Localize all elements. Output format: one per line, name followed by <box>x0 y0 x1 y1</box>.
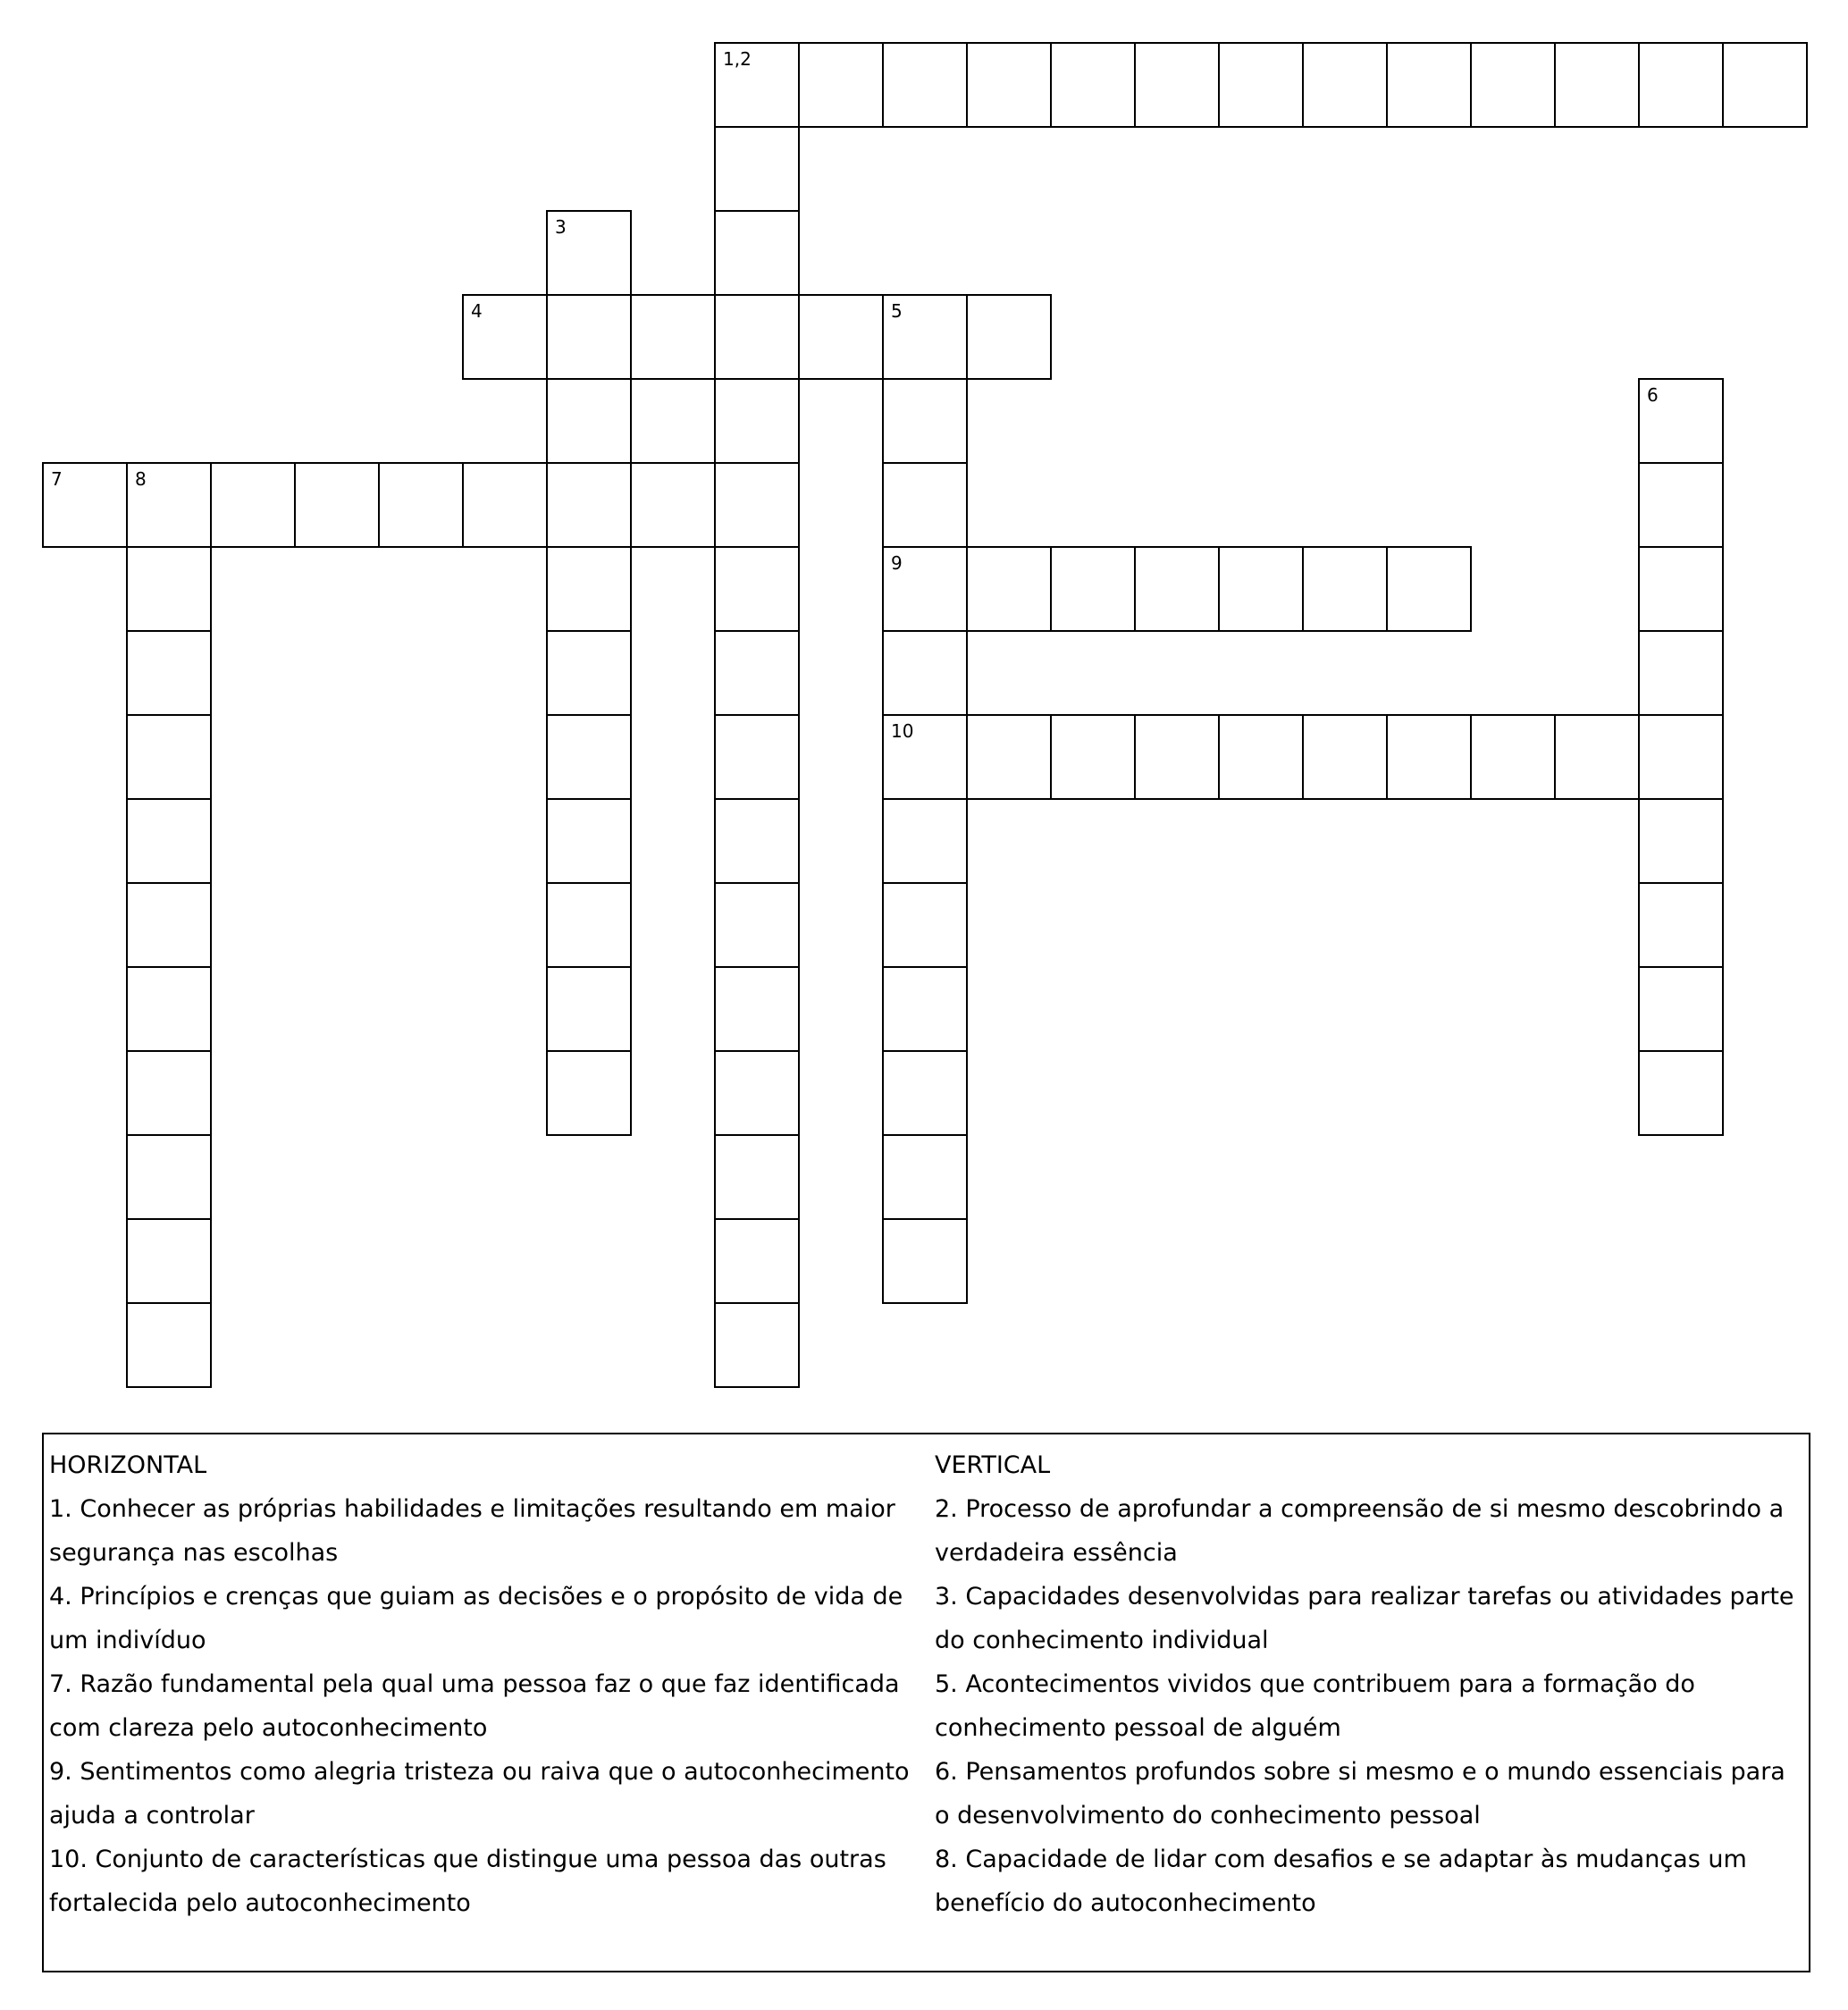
grid-cell-r7-c19[interactable] <box>1638 630 1724 716</box>
grid-cell-r3-c7[interactable] <box>630 294 716 380</box>
grid-cell-r0-c11[interactable] <box>966 42 1052 128</box>
grid-cell-r15-c1[interactable] <box>126 1302 212 1388</box>
grid-cell-r6-c10[interactable] <box>882 546 968 632</box>
grid-cell-r6-c12[interactable] <box>1050 546 1136 632</box>
grid-cell-r10-c1[interactable] <box>126 882 212 968</box>
down-clue-5: 5. Acontecimentos vividos que contribuem para a formação do conhecimento pessoal de alguém <box>935 1670 1695 1742</box>
across-clue-4: 4. Princípios e crenças que guiam as decisões e o propósito de vida de um indivíduo <box>49 1583 903 1654</box>
grid-cell-r6-c6[interactable] <box>546 546 632 632</box>
grid-cell-r4-c10[interactable] <box>882 378 968 464</box>
grid-cell-r4-c6[interactable] <box>546 378 632 464</box>
grid-cell-r0-c20[interactable] <box>1722 42 1808 128</box>
grid-cell-r8-c1[interactable] <box>126 714 212 800</box>
grid-cell-r6-c15[interactable] <box>1302 546 1388 632</box>
grid-cell-r5-c6[interactable] <box>546 462 632 548</box>
down-clue-6: 6. Pensamentos profundos sobre si mesmo e o mundo essenciais para o desenvolvimento do conhecimento pessoal <box>935 1758 1785 1829</box>
grid-cell-r14-c8[interactable] <box>714 1218 800 1304</box>
clue-number: 10 <box>891 720 914 742</box>
grid-cell-r13-c1[interactable] <box>126 1134 212 1220</box>
grid-cell-r0-c9[interactable] <box>798 42 884 128</box>
across-clue-7: 7. Razão fundamental pela qual uma pessoa faz o que faz identificada com clareza pelo autoconhecimento <box>49 1670 900 1742</box>
down-clue-2: 2. Processo de aprofundar a compreensão de si mesmo descobrindo a verdadeira essência <box>935 1495 1785 1567</box>
grid-cell-r7-c8[interactable] <box>714 630 800 716</box>
grid-cell-r0-c12[interactable] <box>1050 42 1136 128</box>
grid-cell-r8-c11[interactable] <box>966 714 1052 800</box>
grid-cell-r5-c0[interactable] <box>42 462 128 548</box>
clue-number: 5 <box>891 300 903 322</box>
grid-cell-r10-c6[interactable] <box>546 882 632 968</box>
grid-cell-r12-c19[interactable] <box>1638 1050 1724 1136</box>
grid-cell-r0-c10[interactable] <box>882 42 968 128</box>
across-clue-1: 1. Conhecer as próprias habilidades e limitações resultando em maior segurança nas escolhas <box>49 1495 895 1567</box>
grid-cell-r0-c17[interactable] <box>1470 42 1556 128</box>
grid-cell-r0-c15[interactable] <box>1302 42 1388 128</box>
grid-cell-r9-c8[interactable] <box>714 798 800 884</box>
grid-cell-r2-c8[interactable] <box>714 210 800 296</box>
grid-cell-r4-c8[interactable] <box>714 378 800 464</box>
across-clue-9: 9. Sentimentos como alegria tristeza ou raiva que o autoconhecimento ajuda a controlar <box>49 1758 910 1829</box>
down-clue-8: 8. Capacidade de lidar com desafios e se adaptar às mudanças um benefício do autoconhecimento <box>935 1846 1747 1917</box>
grid-cell-r8-c8[interactable] <box>714 714 800 800</box>
grid-cell-r0-c19[interactable] <box>1638 42 1724 128</box>
clues-panel <box>42 1433 1810 1972</box>
grid-cell-r0-c13[interactable] <box>1134 42 1220 128</box>
across-clue-10: 10. Conjunto de características que distingue uma pessoa das outras fortalecida pelo autoconhecimento <box>49 1846 886 1917</box>
clue-number: 9 <box>891 552 903 574</box>
grid-cell-r0-c8[interactable] <box>714 42 800 128</box>
grid-cell-r12-c8[interactable] <box>714 1050 800 1136</box>
clue-number: 6 <box>1647 384 1659 406</box>
grid-cell-r5-c3[interactable] <box>294 462 380 548</box>
grid-cell-r14-c10[interactable] <box>882 1218 968 1304</box>
clue-number: 4 <box>471 300 483 322</box>
grid-cell-r6-c8[interactable] <box>714 546 800 632</box>
grid-cell-r4-c19[interactable] <box>1638 378 1724 464</box>
down-clues <box>935 1443 1802 1925</box>
grid-cell-r8-c17[interactable] <box>1470 714 1556 800</box>
grid-cell-r5-c8[interactable] <box>714 462 800 548</box>
grid-cell-r9-c1[interactable] <box>126 798 212 884</box>
grid-cell-r8-c18[interactable] <box>1554 714 1640 800</box>
grid-cell-r13-c8[interactable] <box>714 1134 800 1220</box>
grid-cell-r8-c19[interactable] <box>1638 714 1724 800</box>
grid-cell-r5-c4[interactable] <box>378 462 464 548</box>
grid-cell-r8-c13[interactable] <box>1134 714 1220 800</box>
grid-cell-r6-c11[interactable] <box>966 546 1052 632</box>
grid-cell-r7-c10[interactable] <box>882 630 968 716</box>
grid-cell-r3-c5[interactable] <box>462 294 548 380</box>
grid-cell-r8-c6[interactable] <box>546 714 632 800</box>
grid-cell-r8-c10[interactable] <box>882 714 968 800</box>
grid-cell-r6-c19[interactable] <box>1638 546 1724 632</box>
grid-cell-r3-c8[interactable] <box>714 294 800 380</box>
grid-cell-r0-c14[interactable] <box>1218 42 1304 128</box>
grid-cell-r8-c16[interactable] <box>1386 714 1472 800</box>
down-clue-3: 3. Capacidades desenvolvidas para realizar tarefas ou atividades parte do conhecimento individual <box>935 1583 1794 1654</box>
grid-cell-r3-c10[interactable] <box>882 294 968 380</box>
grid-cell-r13-c10[interactable] <box>882 1134 968 1220</box>
grid-cell-r1-c8[interactable] <box>714 126 800 212</box>
clue-number: 7 <box>51 468 63 490</box>
grid-cell-r5-c19[interactable] <box>1638 462 1724 548</box>
grid-cell-r11-c8[interactable] <box>714 966 800 1052</box>
grid-cell-r10-c19[interactable] <box>1638 882 1724 968</box>
grid-cell-r6-c1[interactable] <box>126 546 212 632</box>
grid-cell-r2-c6[interactable] <box>546 210 632 296</box>
grid-cell-r5-c10[interactable] <box>882 462 968 548</box>
grid-cell-r7-c6[interactable] <box>546 630 632 716</box>
grid-cell-r8-c14[interactable] <box>1218 714 1304 800</box>
grid-cell-r8-c12[interactable] <box>1050 714 1136 800</box>
grid-cell-r0-c16[interactable] <box>1386 42 1472 128</box>
grid-cell-r7-c1[interactable] <box>126 630 212 716</box>
across-heading: HORIZONTAL <box>49 1451 207 1479</box>
grid-cell-r12-c1[interactable] <box>126 1050 212 1136</box>
grid-cell-r11-c6[interactable] <box>546 966 632 1052</box>
grid-cell-r9-c10[interactable] <box>882 798 968 884</box>
grid-cell-r11-c10[interactable] <box>882 966 968 1052</box>
grid-cell-r9-c6[interactable] <box>546 798 632 884</box>
grid-cell-r3-c6[interactable] <box>546 294 632 380</box>
grid-cell-r5-c5[interactable] <box>462 462 548 548</box>
down-heading: VERTICAL <box>935 1451 1051 1479</box>
grid-cell-r6-c14[interactable] <box>1218 546 1304 632</box>
grid-cell-r6-c13[interactable] <box>1134 546 1220 632</box>
grid-cell-r5-c1[interactable] <box>126 462 212 548</box>
grid-cell-r5-c7[interactable] <box>630 462 716 548</box>
across-clues <box>49 1443 934 1925</box>
grid-cell-r6-c16[interactable] <box>1386 546 1472 632</box>
grid-cell-r12-c10[interactable] <box>882 1050 968 1136</box>
clue-number: 3 <box>555 216 567 238</box>
clue-number: 8 <box>135 468 147 490</box>
grid-cell-r3-c11[interactable] <box>966 294 1052 380</box>
grid-cell-r12-c6[interactable] <box>546 1050 632 1136</box>
grid-cell-r3-c9[interactable] <box>798 294 884 380</box>
clue-number: 1,2 <box>723 48 752 70</box>
grid-cell-r9-c19[interactable] <box>1638 798 1724 884</box>
grid-cell-r11-c19[interactable] <box>1638 966 1724 1052</box>
grid-cell-r0-c18[interactable] <box>1554 42 1640 128</box>
grid-cell-r5-c2[interactable] <box>210 462 296 548</box>
grid-cell-r8-c15[interactable] <box>1302 714 1388 800</box>
grid-cell-r10-c10[interactable] <box>882 882 968 968</box>
grid-cell-r11-c1[interactable] <box>126 966 212 1052</box>
grid-cell-r15-c8[interactable] <box>714 1302 800 1388</box>
grid-cell-r14-c1[interactable] <box>126 1218 212 1304</box>
grid-cell-r10-c8[interactable] <box>714 882 800 968</box>
